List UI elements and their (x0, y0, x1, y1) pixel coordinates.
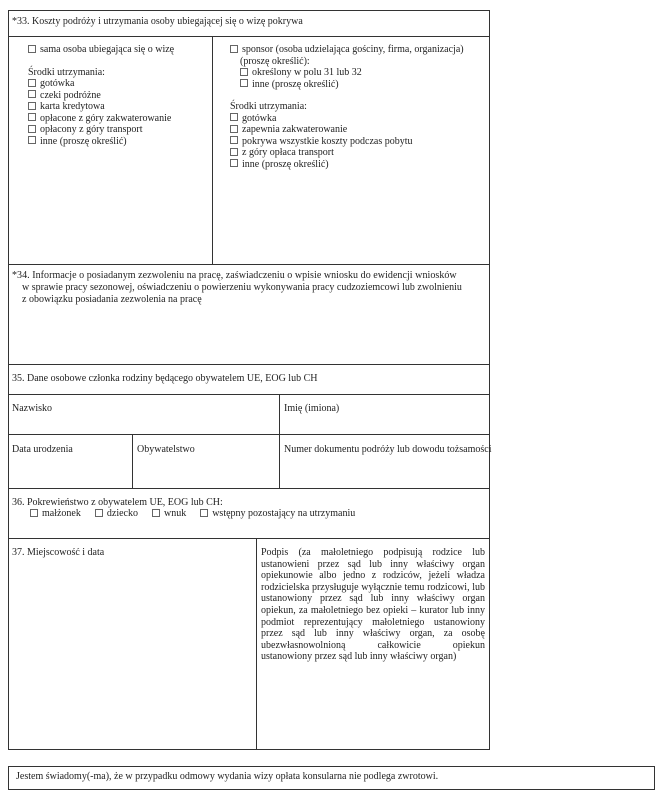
s33-col-divider (212, 36, 213, 264)
s37-top-rule (8, 538, 490, 539)
s33-right-means-0[interactable]: gotówka (230, 113, 464, 125)
s36-option-child[interactable]: dziecko (95, 508, 138, 520)
s35-birth-divider (132, 434, 133, 488)
s34-top-rule (8, 264, 490, 265)
s36-top-rule (8, 488, 490, 489)
s33-right-means-4[interactable]: inne (proszę określić) (230, 159, 464, 171)
s35-top-rule (8, 364, 490, 365)
checkbox-icon[interactable] (95, 509, 103, 517)
s33-right-means-label: Środki utrzymania: (230, 101, 307, 112)
s33-left (28, 44, 174, 147)
checkbox-icon[interactable] (28, 102, 36, 110)
checkbox-icon[interactable] (230, 45, 238, 53)
citizenship-label: Obywatelstwo (137, 444, 195, 455)
s34-line-1: *34. Informacje o posiadanym zezwoleniu na pracę, zaświadczeniu o wpisie wniosku do ewidencji wniosków (12, 270, 457, 281)
checkbox-icon[interactable] (152, 509, 160, 517)
birth-date-label: Data urodzenia (12, 444, 73, 455)
s33-right (230, 44, 464, 170)
checkbox-icon[interactable] (230, 136, 238, 144)
s33-self-option[interactable]: sama osoba ubiegająca się o wizę (28, 44, 174, 56)
s33-left-means-4[interactable]: opłacony z góry transport (28, 124, 174, 136)
s36-option-spouse[interactable]: małżonek (30, 508, 81, 520)
checkbox-icon[interactable] (28, 125, 36, 133)
s33-left-means-0[interactable]: gotówka (28, 78, 174, 90)
s33-left-means-label: Środki utrzymania: (28, 66, 105, 78)
checkbox-icon[interactable] (240, 68, 248, 76)
s36-title: 36. Pokrewieństwo z obywatelem UE, EOG lub CH: (12, 497, 223, 508)
s35-title: 35. Dane osobowe członka rodziny będącego obywatelem UE, EOG lub CH (12, 373, 318, 384)
s33-title-rule (8, 36, 490, 37)
footer-notice: Jestem świadomy(-ma), że w przypadku odmowy wydania wizy opłata konsularna nie podlega zwrotowi. (16, 771, 439, 782)
place-date-label: 37. Miejscowość i data (12, 547, 105, 558)
s33-title: *33. Koszty podróży i utrzymania osoby ubiegającej się o wizę pokrywa (12, 16, 303, 27)
s33-sponsor-opt-1[interactable]: inne (proszę określić) (230, 79, 464, 91)
s35-row-rule (8, 434, 490, 435)
s33-sponsor-option[interactable]: sponsor (osoba udzielająca gościny, firma, organizacja) (230, 44, 464, 56)
first-names-label: Imię (imiona) (284, 403, 340, 414)
s33-left-means-5[interactable]: inne (proszę określić) (28, 136, 174, 148)
checkbox-icon[interactable] (30, 509, 38, 517)
s36-option-grandchild[interactable]: wnuk (152, 508, 186, 520)
s33-right-means-2[interactable]: pokrywa wszystkie koszty podczas pobytu (230, 136, 464, 148)
checkbox-icon[interactable] (28, 79, 36, 87)
s35-title-rule (8, 394, 490, 395)
checkbox-icon[interactable] (230, 148, 238, 156)
s33-left-means-2[interactable]: karta kredytowa (28, 101, 174, 113)
checkbox-icon[interactable] (230, 113, 238, 121)
s34-line-2: w sprawie pracy sezonowej, oświadczeniu o powierzeniu wykonywania pracy cudzoziemcowi lub zwolnieniu (22, 282, 462, 293)
checkbox-icon[interactable] (28, 136, 36, 144)
s36-option-dependent[interactable]: wstępny pozostający na utrzymaniu (200, 508, 355, 520)
s36-options (30, 508, 355, 520)
surname-label: Nazwisko (12, 403, 52, 414)
s33-sponsor-opt-0[interactable]: określony w polu 31 lub 32 (230, 67, 464, 79)
s35-name-divider (279, 394, 280, 488)
right-column-divider (489, 10, 490, 750)
checkbox-icon[interactable] (230, 125, 238, 133)
s33-right-means-1[interactable]: zapewnia zakwaterowanie (230, 124, 464, 136)
checkbox-icon[interactable] (240, 79, 248, 87)
s33-left-means-3[interactable]: opłacone z góry zakwaterowanie (28, 113, 174, 125)
s33-left-means-1[interactable]: czeki podróżne (28, 90, 174, 102)
s37-divider (256, 538, 257, 750)
checkbox-icon[interactable] (28, 113, 36, 121)
s33-right-means-3[interactable]: z góry opłaca transport (230, 147, 464, 159)
checkbox-icon[interactable] (230, 159, 238, 167)
checkbox-icon[interactable] (28, 45, 36, 53)
doc-number-label: Numer dokumentu podróży lub dowodu tożsamości (284, 444, 492, 455)
signature-label: Podpis (za małoletniego podpisują rodzice lub ustanowieni przez sąd lub inny właściwy organ opiekunowie albo jedno z rodziców, jeżeli władza rodzicielska przysługuje wyłącznie temu rodzicowi, lub ustanowiony przez sąd lub inny właściwy organ opiekun, za małoletniego bez opieki – kurator lub inny podmiot reprezentujący małoletniego ustanowiony przez sąd lub inny właściwy organ, za osobę ubezwłasnowolnioną całkowicie opiekun ustanowiony przez sąd lub inny właściwy organ) (261, 547, 485, 663)
checkbox-icon[interactable] (28, 90, 36, 98)
s33-sponsor-sub: (proszę określić): (240, 55, 310, 67)
s34-line-3: z obowiązku posiadania zezwolenia na pracę (22, 294, 202, 305)
checkbox-icon[interactable] (200, 509, 208, 517)
